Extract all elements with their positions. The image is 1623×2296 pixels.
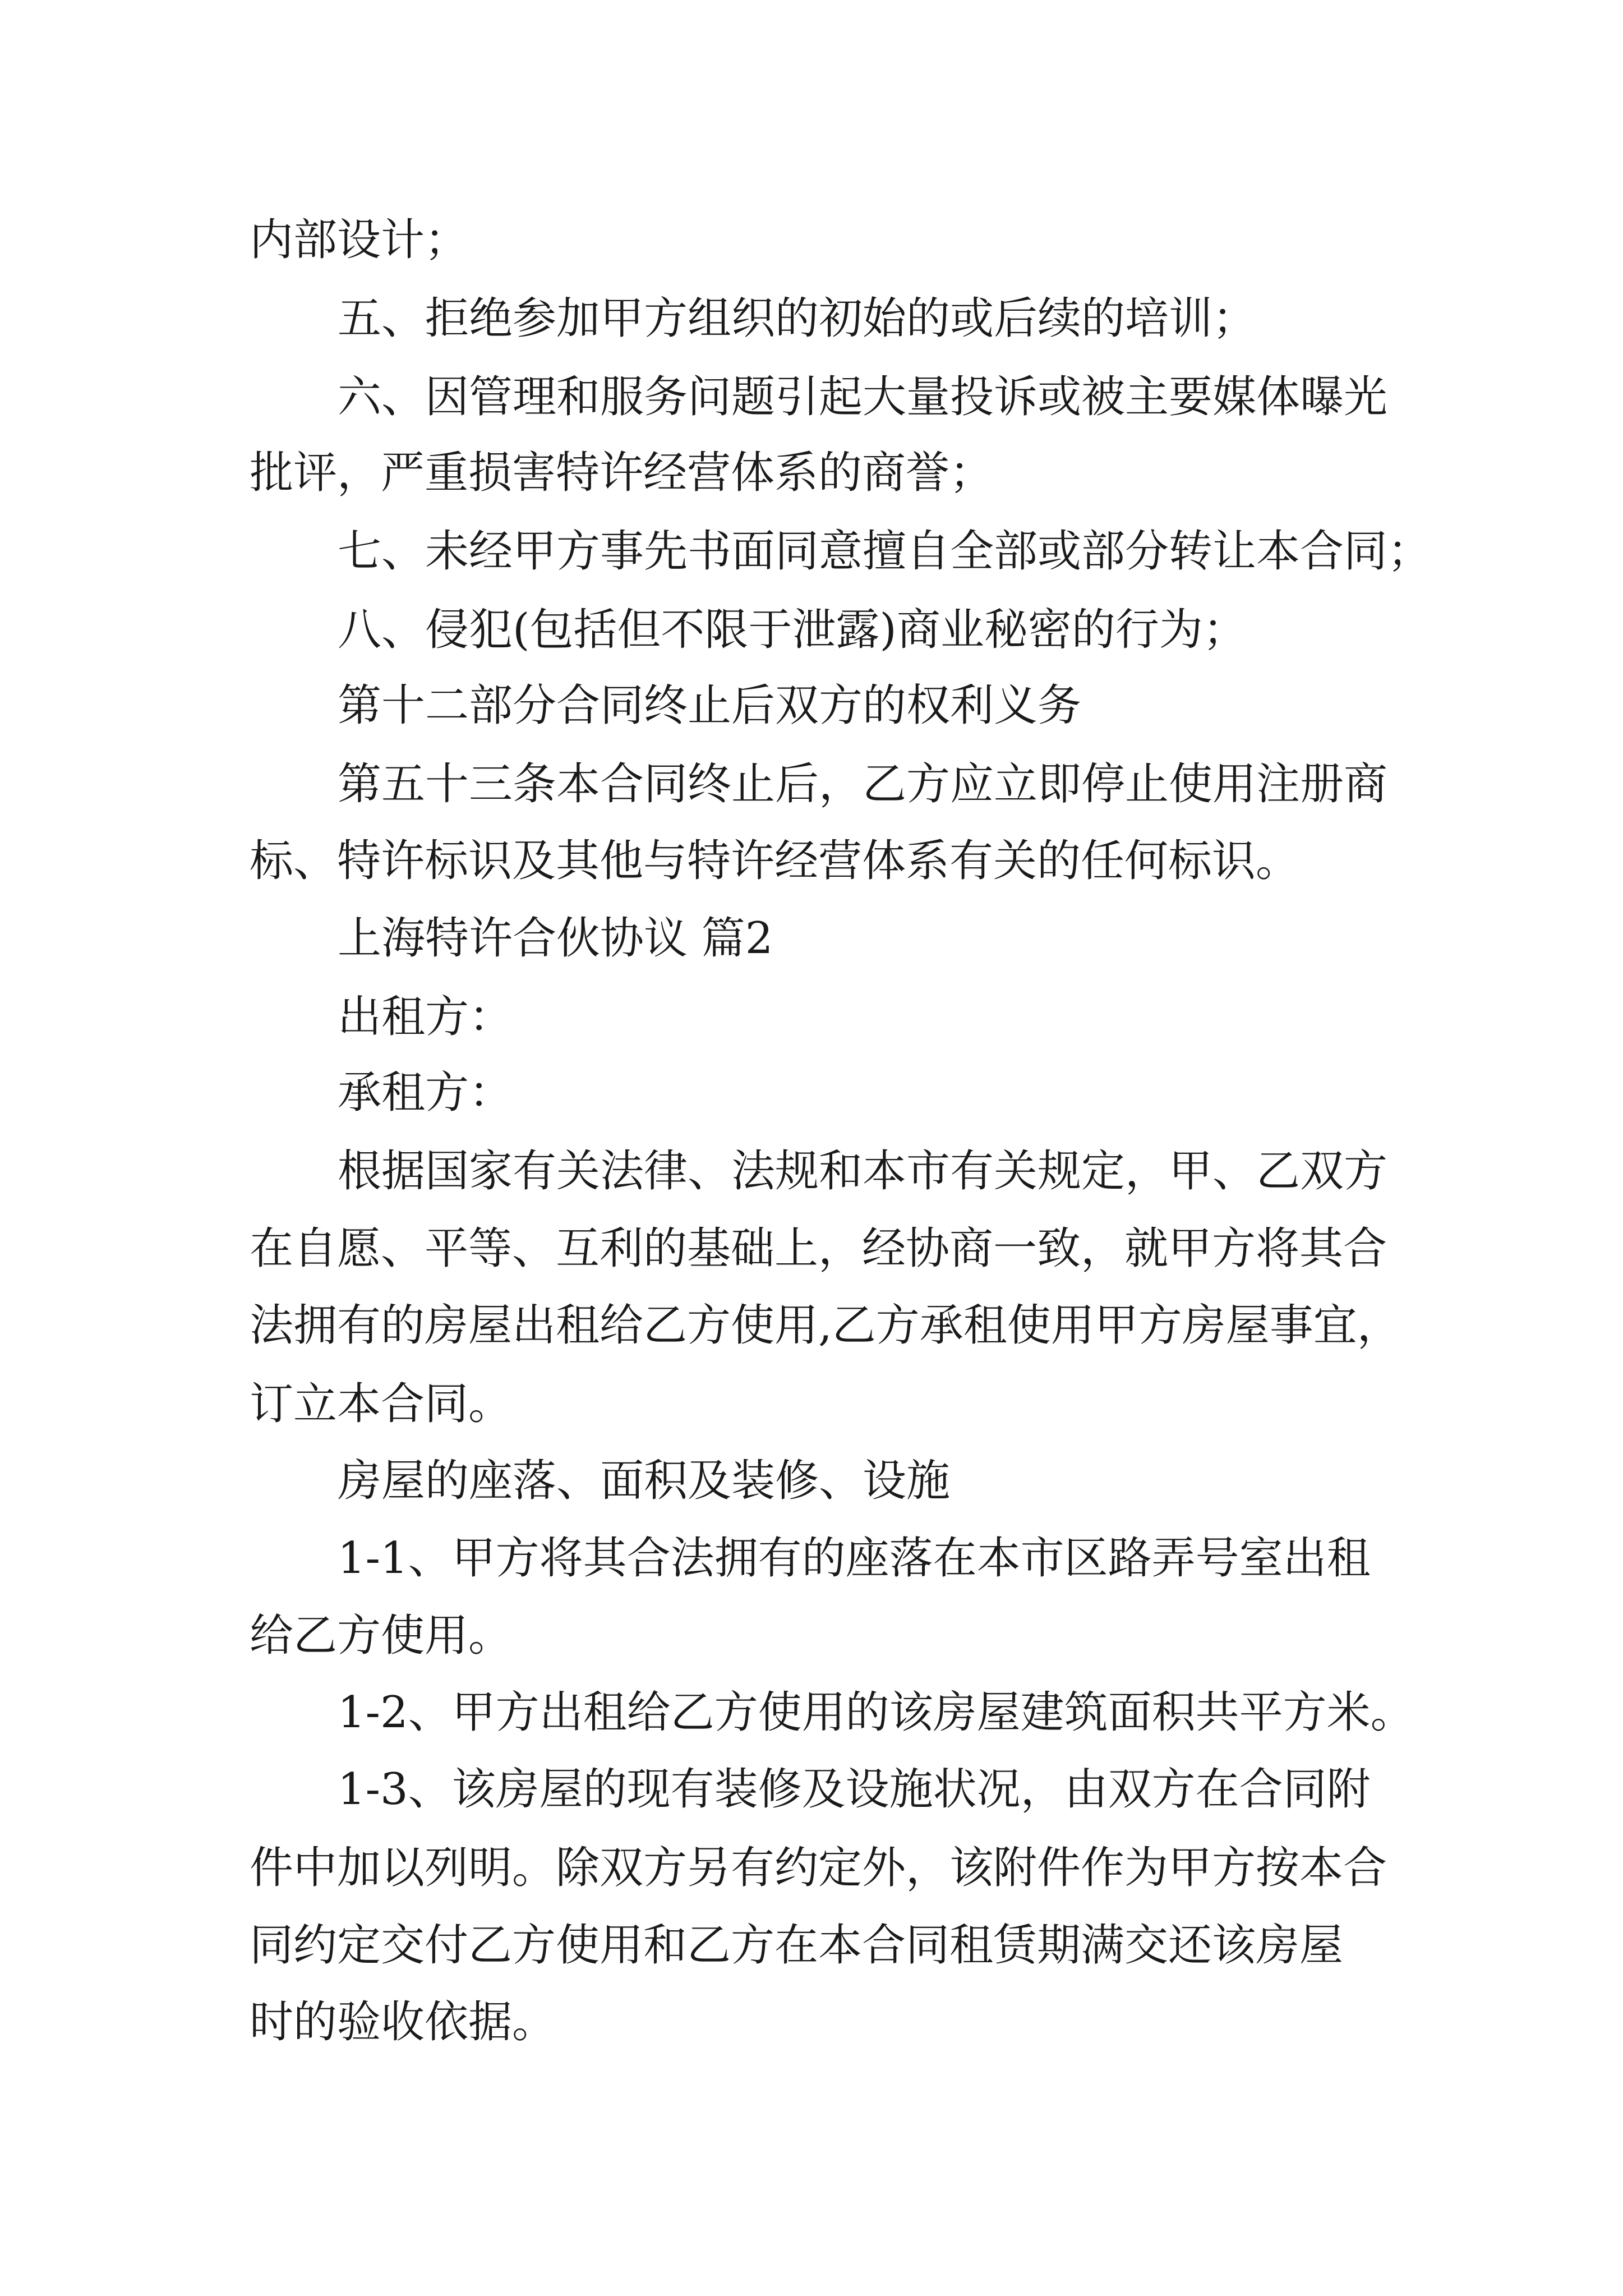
text-line: 六、因管理和服务问题引起大量投诉或被主要媒体曝光 [338,372,1388,422]
text-line: 标、特许标识及其他与特许经营体系有关的任何标识。 [250,836,1300,886]
text-line: 在自愿、平等、互利的基础上，经协商一致，就甲方将其合 [250,1223,1387,1274]
text-line: 第五十三条本合同终止后，乙方应立即停止使用注册商 [338,759,1388,809]
text-line: 批评，严重损害特许经营体系的商誉； [250,448,994,498]
text-line: 同约定交付乙方使用和乙方在本合同租赁期满交还该房屋 [250,1920,1344,1971]
text-line: 内部设计； [250,215,469,265]
text-line: 给乙方使用。 [250,1611,513,1661]
text-line: 时的验收依据。 [250,1997,556,2047]
section-heading: 第十二部分合同终止后双方的权利义务 [338,680,1082,731]
text-line: 五、拒绝参加甲方组织的初始的或后续的培训； [338,293,1257,344]
text-line: 法拥有的房屋出租给乙方使用,乙方承租使用甲方房屋事宜， [250,1300,1401,1351]
document-title: 上海特许合伙协议 篇2 [338,913,773,964]
text-line: 七、未经甲方事先书面同意擅自全部或部分转让本合同； [338,526,1432,577]
text-line: 承租方： [338,1068,513,1118]
text-line: 1-2、甲方出租给乙方使用的该房屋建筑面积共平方米。 [338,1687,1414,1738]
text-line: 订立本合同。 [250,1379,513,1429]
section-heading: 房屋的座落、面积及装修、设施 [338,1456,951,1506]
text-line: 根据国家有关法律、法规和本市有关规定，甲、乙双方 [338,1146,1388,1197]
text-line: 1-1、甲方将其合法拥有的座落在本市区路弄号室出租 [338,1533,1371,1584]
text-line: 出租方： [338,992,513,1042]
text-line: 八、侵犯(包括但不限于泄露)商业秘密的行为； [338,605,1247,655]
text-line: 1-3、该房屋的现有装修及设施状况，由双方在合同附 [338,1764,1371,1815]
text-line: 件中加以列明。除双方另有约定外，该附件作为甲方按本合 [250,1843,1387,1893]
